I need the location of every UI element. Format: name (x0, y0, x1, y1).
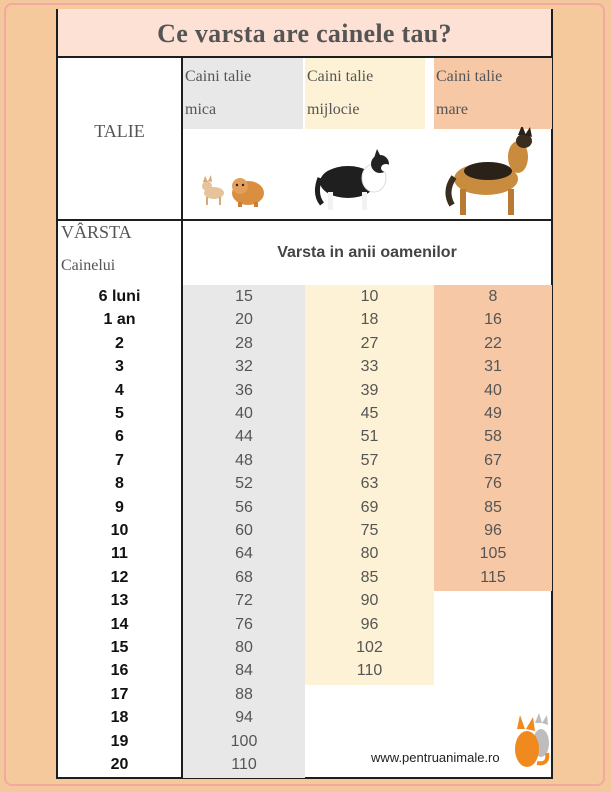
cell-medium: 57 (360, 451, 379, 469)
column-header-medium-line2: mijlocie (307, 101, 360, 118)
cell-small: 110 (231, 756, 257, 773)
column-header-small-line1: Caini talie (185, 68, 252, 85)
cell-small: 40 (235, 405, 253, 422)
row-age-label: 12 (110, 568, 129, 586)
row-age-label: 7 (115, 451, 124, 469)
cell-small: 88 (235, 685, 253, 703)
german-shepherd-icon (444, 127, 540, 219)
cell-large: 49 (484, 405, 502, 422)
cell-medium: 33 (360, 358, 379, 376)
column-header-large-line2: mare (436, 101, 468, 118)
column-header-medium (305, 58, 425, 129)
row-age-label: 6 luni (98, 288, 141, 305)
column-header-large (434, 58, 552, 129)
row-age-label: 4 (115, 381, 124, 399)
cell-small: 56 (235, 498, 253, 516)
cell-medium: 63 (360, 475, 379, 493)
cell-small: 84 (235, 662, 253, 680)
cell-small: 15 (235, 288, 253, 305)
row-age-label: 8 (115, 475, 124, 493)
cell-small: 94 (235, 709, 253, 727)
row-age-label: 9 (115, 498, 124, 516)
column-header-medium-line1: Caini talie (307, 68, 374, 85)
small-dogs-icon (196, 169, 274, 209)
cell-medium: 18 (360, 311, 379, 329)
row-age-label: 11 (111, 545, 128, 563)
cell-large: 115 (480, 568, 506, 586)
row-age-label: 13 (110, 592, 129, 610)
cell-small: 72 (235, 592, 253, 610)
cell-small: 20 (235, 311, 253, 329)
cell-medium: 10 (360, 288, 379, 305)
cell-small: 28 (235, 334, 253, 352)
cell-medium: 69 (360, 498, 379, 516)
cell-medium: 45 (360, 405, 379, 422)
row-age-label: 3 (115, 358, 124, 376)
cell-small: 36 (235, 381, 253, 399)
cell-small: 32 (235, 358, 253, 376)
cell-small: 100 (230, 732, 258, 750)
row-age-label: 14 (110, 615, 129, 633)
cell-large: 67 (484, 451, 502, 469)
website-link[interactable]: www.pentruanimale.ro (371, 750, 500, 765)
cell-small: 52 (235, 475, 253, 493)
cell-medium: 27 (360, 334, 379, 352)
cell-large: 16 (484, 311, 502, 329)
border-collie-icon (314, 144, 398, 214)
row-age-label: 18 (110, 709, 129, 727)
cell-large: 85 (484, 498, 502, 516)
cell-large: 8 (488, 288, 498, 305)
cell-small: 76 (235, 615, 253, 633)
row-age-label: 16 (110, 662, 129, 680)
cell-medium: 39 (360, 381, 379, 399)
cat-logo-icon (511, 709, 551, 769)
cell-medium: 110 (356, 662, 383, 680)
cell-small: 48 (235, 451, 253, 469)
cell-medium: 85 (360, 568, 379, 586)
cell-medium: 80 (360, 545, 379, 563)
cell-large: 105 (479, 545, 507, 563)
cell-large: 76 (484, 475, 502, 493)
cell-medium: 96 (360, 615, 379, 633)
column-header-small (183, 58, 303, 129)
row-age-label: 6 (115, 428, 124, 446)
age-label: VÂRSTA (61, 222, 132, 242)
row-age-label: 5 (115, 405, 124, 422)
cell-medium: 102 (356, 639, 383, 656)
cell-medium: 75 (360, 522, 379, 539)
column-header-large-line1: Caini talie (436, 68, 503, 85)
row-age-label: 2 (115, 334, 124, 352)
column-header-small-line2: mica (185, 101, 217, 118)
cell-small: 68 (235, 568, 253, 586)
cell-large: 96 (484, 522, 502, 539)
row-age-label: 19 (110, 732, 129, 750)
cell-medium: 51 (360, 428, 379, 446)
row-age-label: 1 an (103, 311, 136, 329)
cell-large: 22 (484, 334, 502, 352)
cell-small: 60 (235, 522, 253, 539)
page-title: Ce varsta are cainele tau? (58, 9, 551, 56)
row-age-label: 20 (110, 756, 129, 773)
cell-small: 80 (235, 639, 253, 656)
cell-large: 40 (484, 381, 502, 399)
row-age-label: 15 (110, 639, 129, 656)
row-age-label: 10 (110, 522, 129, 539)
human-years-header: Varsta in anii oamenilor (277, 244, 457, 261)
cell-medium: 90 (360, 592, 379, 610)
cell-large: 58 (484, 428, 502, 446)
cell-small: 64 (235, 545, 253, 563)
dog-age-table (56, 9, 553, 779)
cell-small: 44 (235, 428, 253, 446)
row-age-label: 17 (110, 685, 129, 703)
cell-large: 31 (484, 358, 502, 376)
size-label: TALIE (94, 121, 145, 141)
age-label-sub: Cainelui (61, 257, 116, 274)
